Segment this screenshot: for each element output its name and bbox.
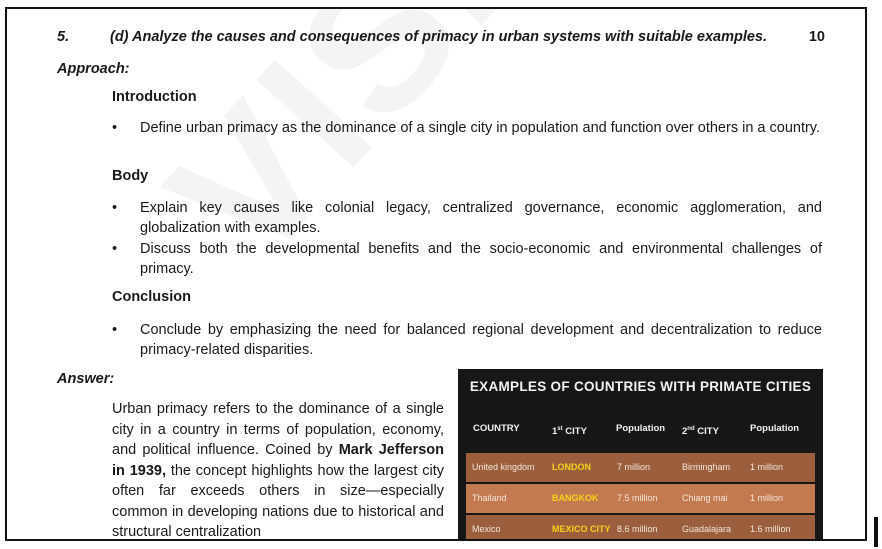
text-cursor [874,517,878,547]
table-header-row [458,419,823,439]
question-number: 5. [57,29,70,45]
second-city-cell: Guadalajara [682,524,732,534]
first-population-cell: 7.5 million [617,493,658,503]
table-row [466,515,815,541]
header-population-2: Population [750,423,800,434]
body-bullet: • Explain key causes like colonial legacy, centralized governance, economic agglomeration, and globalization with examples. [112,200,822,236]
table-row [466,453,815,482]
answer-bold-text: Mark Jefferson in 1939, [112,442,445,479]
bullet-icon: • [112,322,118,338]
first-population-cell: 8.6 million [617,524,658,534]
first-city-cell: LONDON [552,462,591,472]
second-population-cell: 1.6 million [750,524,791,534]
first-population-cell: 7 million [617,462,651,472]
header-second-city: 2nd CITY [682,426,719,438]
introduction-bullet: • Define urban primacy as the dominance of a single city in population and function over others in a country. [112,120,821,136]
first-city-cell: MEXICO CITY [552,524,611,534]
conclusion-bullet: • Conclude by emphasizing the need for balanced regional development and decentralization to reduce primacy-related disparities. [112,322,822,358]
body-bullet: • Discuss both the developmental benefits and the socio-economic and environmental challenges of primacy. [112,241,822,277]
bullet-icon: • [112,200,118,216]
answer-label: Answer: [57,371,115,387]
second-population-cell: 1 million [750,462,784,472]
second-city-cell: Birmingham [682,462,731,472]
header-first-city: 1st CITY [552,426,587,438]
question-text: (d) Analyze the causes and consequences of primacy in urban systems with suitable examples. [110,29,768,45]
approach-label: Approach: [57,61,130,77]
introduction-heading: Introduction [112,89,197,105]
table-row [466,484,815,513]
document-page [5,7,867,541]
answer-paragraph: Urban primacy refers to the dominance of a single city in a country in terms of population, economy, and political influence. Coined by Mark Jefferson in 1939, the concept highlights how the largest city often far exceeds others in size—especially common in developing nations due to historical and structural centralization [112,401,445,540]
table-title: EXAMPLES OF COUNTRIES WITH PRIMATE CITIES [469,379,812,394]
header-population-1: Population [616,423,666,434]
second-population-cell: 1 million [750,493,784,503]
conclusion-heading: Conclusion [112,289,191,305]
bullet-icon: • [112,120,118,136]
country-cell: United kingdom [472,462,535,472]
first-city-cell: BANGKOK [552,493,599,503]
country-cell: Mexico [472,524,501,534]
country-cell: Thailand [472,493,507,503]
question-marks: 10 [808,29,825,45]
header-country: COUNTRY [473,423,520,434]
second-city-cell: Chiang mai [682,493,728,503]
body-heading: Body [112,168,149,184]
bullet-icon: • [112,241,118,257]
primate-cities-table [458,369,823,541]
